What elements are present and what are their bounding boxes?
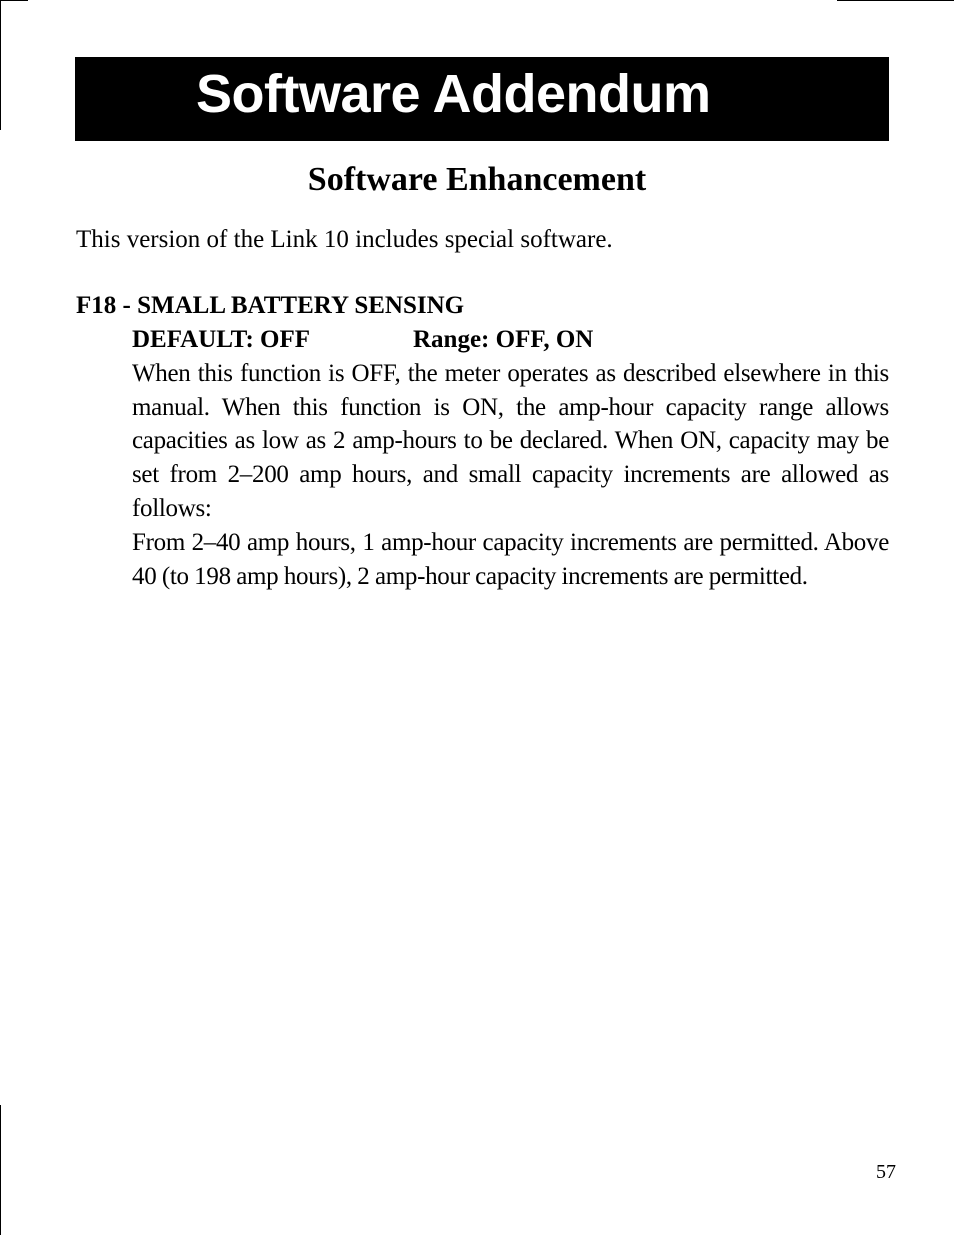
- crop-mark-top-left-horizontal: [0, 0, 28, 1]
- function-increments-paragraph: From 2–40 amp hours, 1 amp-hour capacity increments are permitted. Above 40 (to 198 amp hours), 2 amp-hour capacity increments are permitted.: [132, 529, 889, 590]
- function-range-label: Range: OFF, ON: [413, 326, 594, 353]
- crop-mark-top-right-horizontal: [837, 0, 954, 1]
- intro-text: This version of the Link 10 includes special software.: [76, 226, 613, 253]
- page-number: 57: [876, 1161, 896, 1183]
- function-default-label: DEFAULT: OFF: [132, 326, 311, 353]
- crop-mark-top-left-vertical: [0, 0, 1, 130]
- section-subtitle: Software Enhancement: [307, 161, 647, 198]
- crop-mark-bottom-left-vertical: [0, 1105, 1, 1235]
- title-banner: [75, 57, 889, 141]
- function-description-paragraph: When this function is OFF, the meter operates as described elsewhere in this manual. When this function is ON, the amp-hour capacity range allows capacities as low as 2 amp-hours to be declared. When ON, capacity may be set from 2–200 amp hours, and small capacity increments are allowed as follows:: [132, 360, 889, 522]
- page-title: Software Addendum: [196, 64, 711, 124]
- function-heading: F18 - SMALL BATTERY SENSING: [76, 292, 465, 319]
